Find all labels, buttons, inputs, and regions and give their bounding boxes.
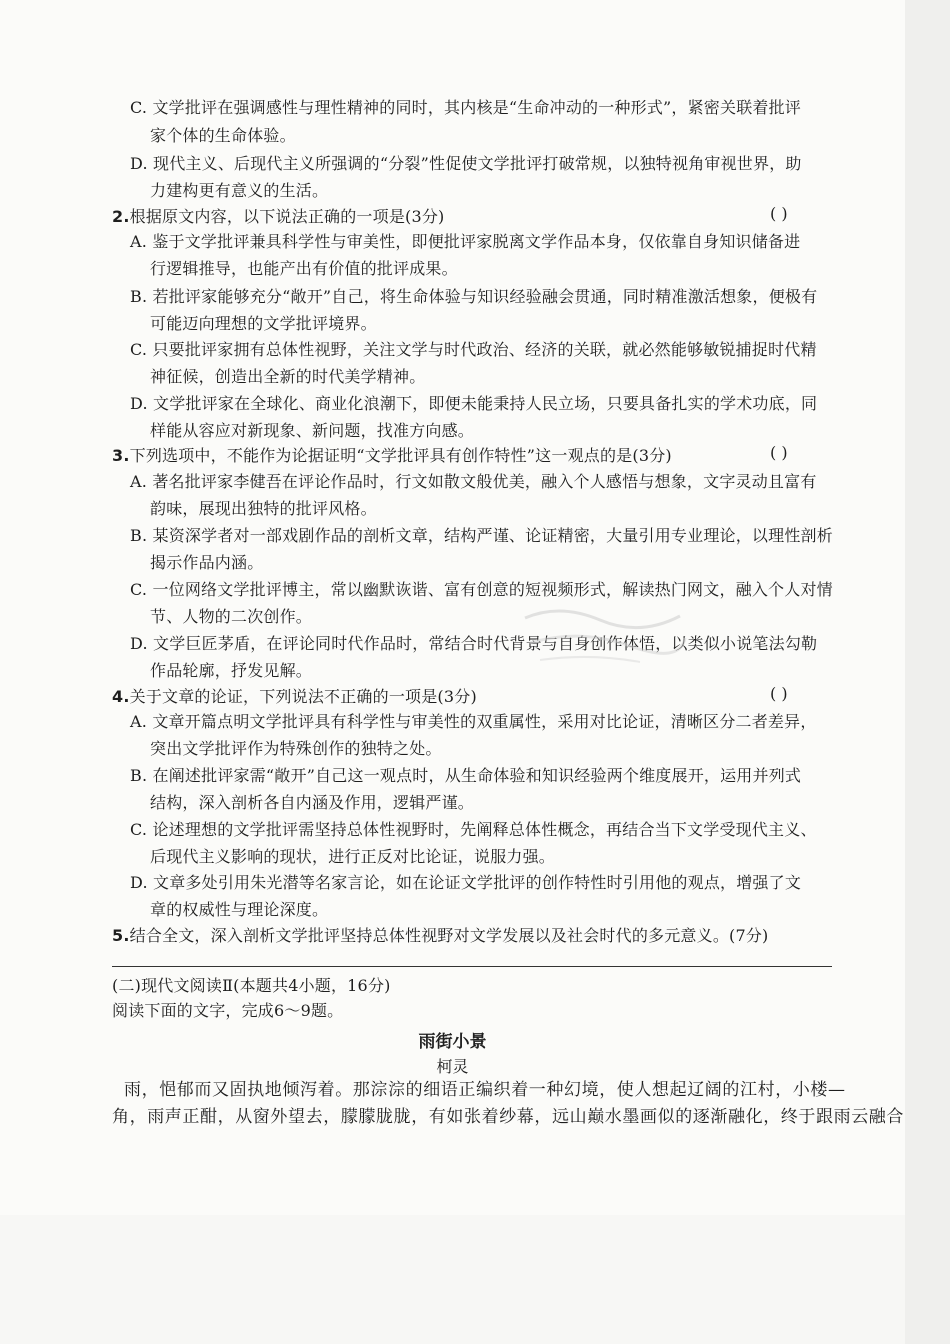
q2-option-a-line1: A. 鉴于文学批评兼具科学性与审美性，即便批评家脱离文学作品本身，仅依靠自身知识储备进: [130, 232, 801, 251]
section-2-heading: (二)现代文阅读Ⅱ(本题共4小题，16分): [112, 976, 391, 995]
q4-option-b-line1: B. 在阐述批评家需“敞开”自己这一观点时，从生命体验和知识经验两个维度展开，运用并列式: [130, 766, 802, 785]
q3-option-b-line1: B. 某资深学者对一部戏剧作品的剖析文章，结构严谨、论证精密，大量引用专业理论，以理性剖析: [130, 526, 833, 545]
q2-option-c-line1: C. 只要批评家拥有总体性视野，关注文学与时代政治、经济的关联，就必然能够敏锐捕捉时代精: [130, 340, 817, 359]
q3-option-a-line1: A. 著名批评家李健吾在评论作品时，行文如散文般优美，融入个人感悟与想象，文字灵动且富有: [130, 472, 817, 491]
q4-option-d-line2: 章的权威性与理论深度。: [150, 900, 329, 919]
passage-title: 雨街小景: [418, 1032, 487, 1052]
page-edge: [905, 0, 950, 1344]
section-2-instruction: 阅读下面的文字，完成6～9题。: [112, 1001, 344, 1020]
q4-option-c-line1: C. 论述理想的文学批评需坚持总体性视野时，先阐释总体性概念，再结合当下文学受现代主义、: [130, 820, 817, 839]
q1-option-c-line2: 家个体的生命体验。: [150, 126, 296, 145]
q4-option-a-line2: 突出文学批评作为特殊创作的独特之处。: [150, 739, 442, 758]
section-divider: [112, 966, 832, 967]
q4-option-c-line2: 后现代主义影响的现状，进行正反对比论证，说服力强。: [150, 847, 556, 866]
q3-option-a-line2: 韵味，展现出独特的批评风格。: [150, 499, 377, 518]
question-4-stem: [112, 687, 477, 707]
q2-option-d-line1: D. 文学批评家在全球化、商业化浪潮下，即便未能秉持人民立场，只要具备扎实的学术功底，同: [130, 394, 818, 413]
q4-option-d-line1: D. 文章多处引用朱光潜等名家言论，如在论证文学批评的创作特性时引用他的观点，增强了文: [130, 873, 802, 892]
question-5-text: 结合全文，深入剖析文学批评坚持总体性视野对文学发展以及社会时代的多元意义。(7分): [129, 926, 769, 945]
passage-line-2: 角，雨声正酣，从窗外望去，朦朦胧胧，有如张着纱幕，远山巅水墨画似的逐渐融化，终于跟雨云融合: [112, 1107, 904, 1127]
q1-option-d-line1: D. 现代主义、后现代主义所强调的“分裂”性促使文学批评打破常规，以独特视角审视世界，助: [130, 154, 802, 173]
q4-option-a-line1: A. 文章开篇点明文学批评具有科学性与审美性的双重属性，采用对比论证，清晰区分二者差异，: [130, 712, 817, 731]
question-number: 5.: [112, 926, 130, 945]
q2-option-b-line1: B. 若批评家能够充分“敞开”自己，将生命体验与知识经验融会贯通，同时精准激活想象，便极有: [130, 287, 818, 306]
q3-option-b-line2: 揭示作品内涵。: [150, 553, 264, 572]
stamp-scribble-icon: [520, 598, 690, 668]
question-3-text: 下列选项中，不能作为论据证明“文学批评具有创作特性”这一观点的是(3分): [129, 446, 672, 465]
question-4-text: 关于文章的论证，下列说法不正确的一项是(3分): [129, 687, 477, 706]
question-number: 2.: [112, 207, 130, 226]
q3-option-c-line2: 节、人物的二次创作。: [150, 607, 313, 626]
q2-option-d-line2: 样能从容应对新现象、新问题，找准方向感。: [150, 421, 475, 440]
q1-option-d-line2: 力建构更有意义的生活。: [150, 181, 329, 200]
answer-bracket: ( ): [770, 443, 788, 462]
q2-option-a-line2: 行逻辑推导，也能产出有价值的批评成果。: [150, 259, 458, 278]
q1-option-c-line1: C. 文学批评在强调感性与理性精神的同时，其内核是“生命冲动的一种形式”，紧密关联着批评: [130, 98, 802, 117]
question-5-stem: [112, 926, 769, 946]
q2-option-c-line2: 神征候，创造出全新的时代美学精神。: [150, 367, 426, 386]
answer-bracket: ( ): [770, 684, 788, 703]
question-number: 4.: [112, 687, 130, 706]
q3-option-d-line2: 作品轮廓，抒发见解。: [150, 661, 313, 680]
passage-line-1: 雨，悒郁而又固执地倾泻着。那淙淙的细语正编织着一种幻境，使人想起辽阔的江村，小楼—: [124, 1080, 846, 1100]
faint-stamp-mark: [520, 598, 690, 668]
question-2-stem: [112, 207, 445, 227]
question-2-text: 根据原文内容，以下说法正确的一项是(3分): [129, 207, 445, 226]
passage-author: 柯灵: [436, 1057, 469, 1076]
q4-option-b-line2: 结构，深入剖析各自内涵及作用，逻辑严谨。: [150, 793, 475, 812]
q3-option-d-line1: D. 文学巨匠茅盾，在评论同时代作品时，常结合时代背景与自身创作体悟，以类似小说笔法勾勒: [130, 634, 818, 653]
question-3-stem: [112, 446, 672, 466]
q3-option-c-line1: C. 一位网络文学批评博主，常以幽默诙谐、富有创意的短视频形式，解读热门网文，融入个人对情: [130, 580, 833, 599]
answer-bracket: ( ): [770, 204, 788, 223]
q2-option-b-line2: 可能迈向理想的文学批评境界。: [150, 314, 377, 333]
question-number: 3.: [112, 446, 130, 465]
